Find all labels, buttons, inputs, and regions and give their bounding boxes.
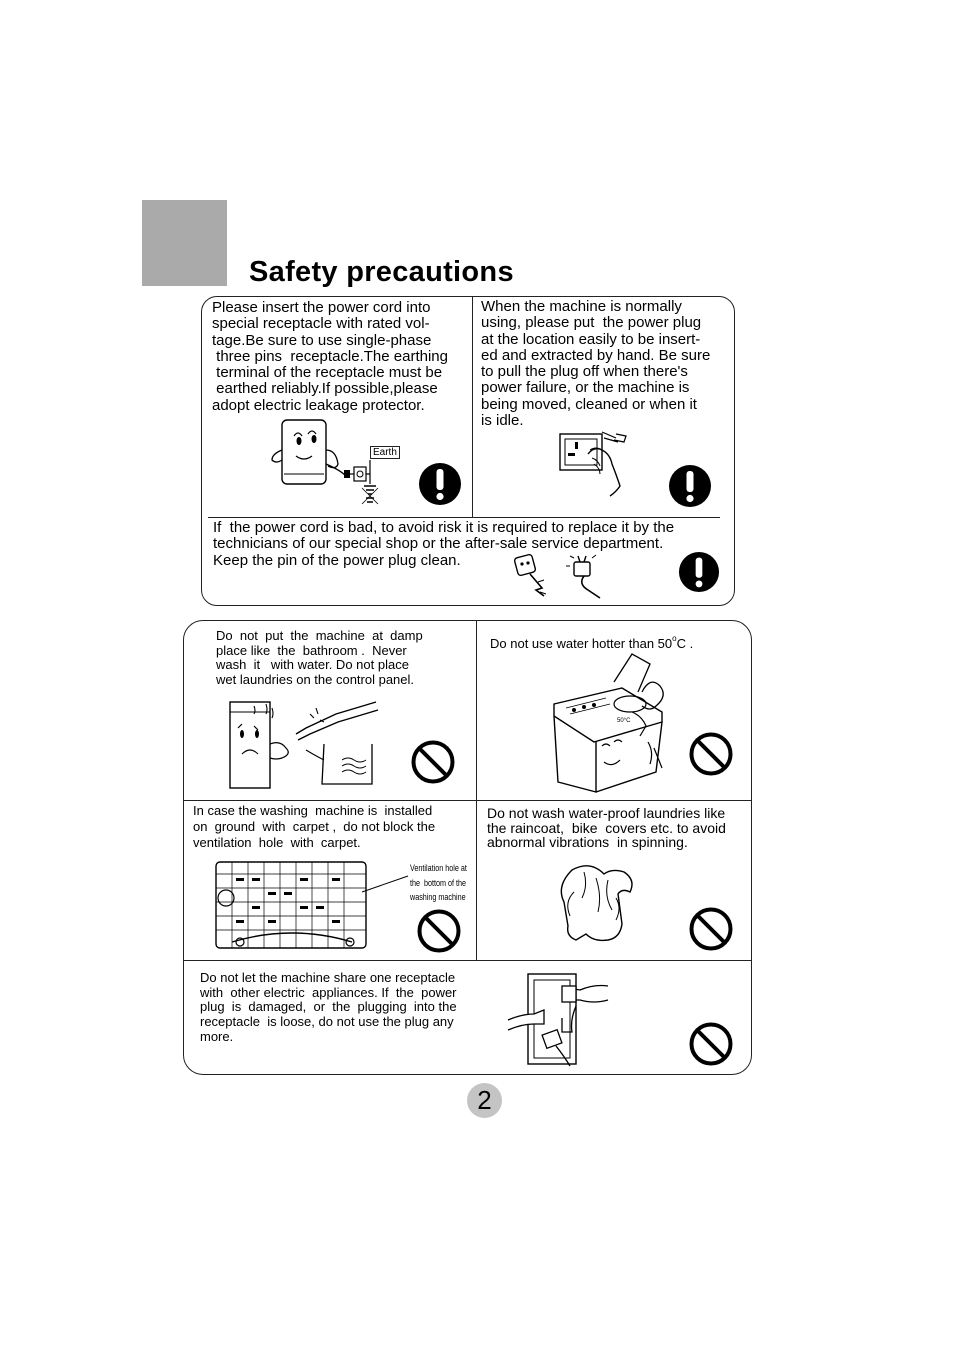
overloaded-socket-illustration bbox=[506, 970, 612, 1070]
washer-bottom-ventilation-illustration bbox=[212, 858, 412, 954]
hot-water-text: Do not use water hotter than 50$^o$C . bbox=[490, 634, 694, 651]
section2-horizontal-divider-1 bbox=[184, 800, 751, 801]
section1-vertical-divider bbox=[472, 297, 473, 518]
warning-exclamation-icon bbox=[678, 551, 720, 593]
section2-vertical-divider bbox=[476, 621, 477, 960]
header-gray-block bbox=[142, 200, 227, 286]
carpet-ventilation-text: In case the washing machine is installed on ground with carpet , do not block the ventilation hole with carpet. bbox=[193, 803, 436, 850]
earth-label: Earth bbox=[370, 446, 400, 459]
plug-location-text: When the machine is normally using, please put the power plug at the location easily to be insert- ed and extracted by hand. Be sure to pull the plug off when there's power failure, or the machine is being moved, cleaned or when it is idle. bbox=[481, 298, 711, 430]
temperature-label: 50°C bbox=[617, 718, 631, 724]
section2-horizontal-divider-2 bbox=[184, 960, 751, 961]
power-cord-replacement-text: If the power cord is bad, to avoid risk it is required to replace it by the technicians of our special shop or the after-sale service department. Keep the pin of the power plug clean. bbox=[213, 519, 675, 569]
prohibited-icon bbox=[688, 906, 734, 952]
hand-pulling-plug-illustration bbox=[556, 428, 636, 508]
damaged-plug-illustration bbox=[508, 552, 608, 602]
damp-place-text: Do not put the machine at damp place like the bathroom . Never wash it with water. Do not place wet laundries on the control panel. bbox=[216, 628, 423, 688]
receptacle-instructions-text: Please insert the power cord into special receptacle with rated vol- tage.Be sure to use single-phase three pins receptacle.The earthing terminal of the receptacle must be earthed reliably.If possible,please adopt electric leakage protector. bbox=[212, 299, 448, 414]
page-number: 2 bbox=[477, 1085, 492, 1115]
prohibited-icon bbox=[416, 908, 462, 954]
raincoat-illustration bbox=[550, 862, 640, 944]
waterproof-laundry-text: Do not wash water-proof laundries like the raincoat, bike covers etc. to avoid abnormal vibrations in spinning. bbox=[487, 805, 726, 850]
shared-receptacle-text: Do not let the machine share one receptacle with other electric appliances. If the power plug is damaged, or the plugging into the receptacle is loose, do not use the plug any more. bbox=[200, 970, 457, 1044]
prohibited-icon bbox=[688, 731, 734, 777]
warning-exclamation-icon bbox=[668, 464, 712, 508]
prohibited-icon bbox=[410, 739, 456, 785]
page-title: Safety precautions bbox=[249, 256, 514, 288]
twin-tub-washer-illustration bbox=[552, 652, 674, 792]
washer-with-water-illustration bbox=[224, 694, 384, 794]
warning-exclamation-icon bbox=[418, 462, 462, 506]
earthed-washer-illustration bbox=[266, 414, 406, 510]
ventilation-hole-label: Ventilation hole at the bottom of the washing machine bbox=[410, 863, 467, 902]
prohibited-icon bbox=[688, 1021, 734, 1067]
